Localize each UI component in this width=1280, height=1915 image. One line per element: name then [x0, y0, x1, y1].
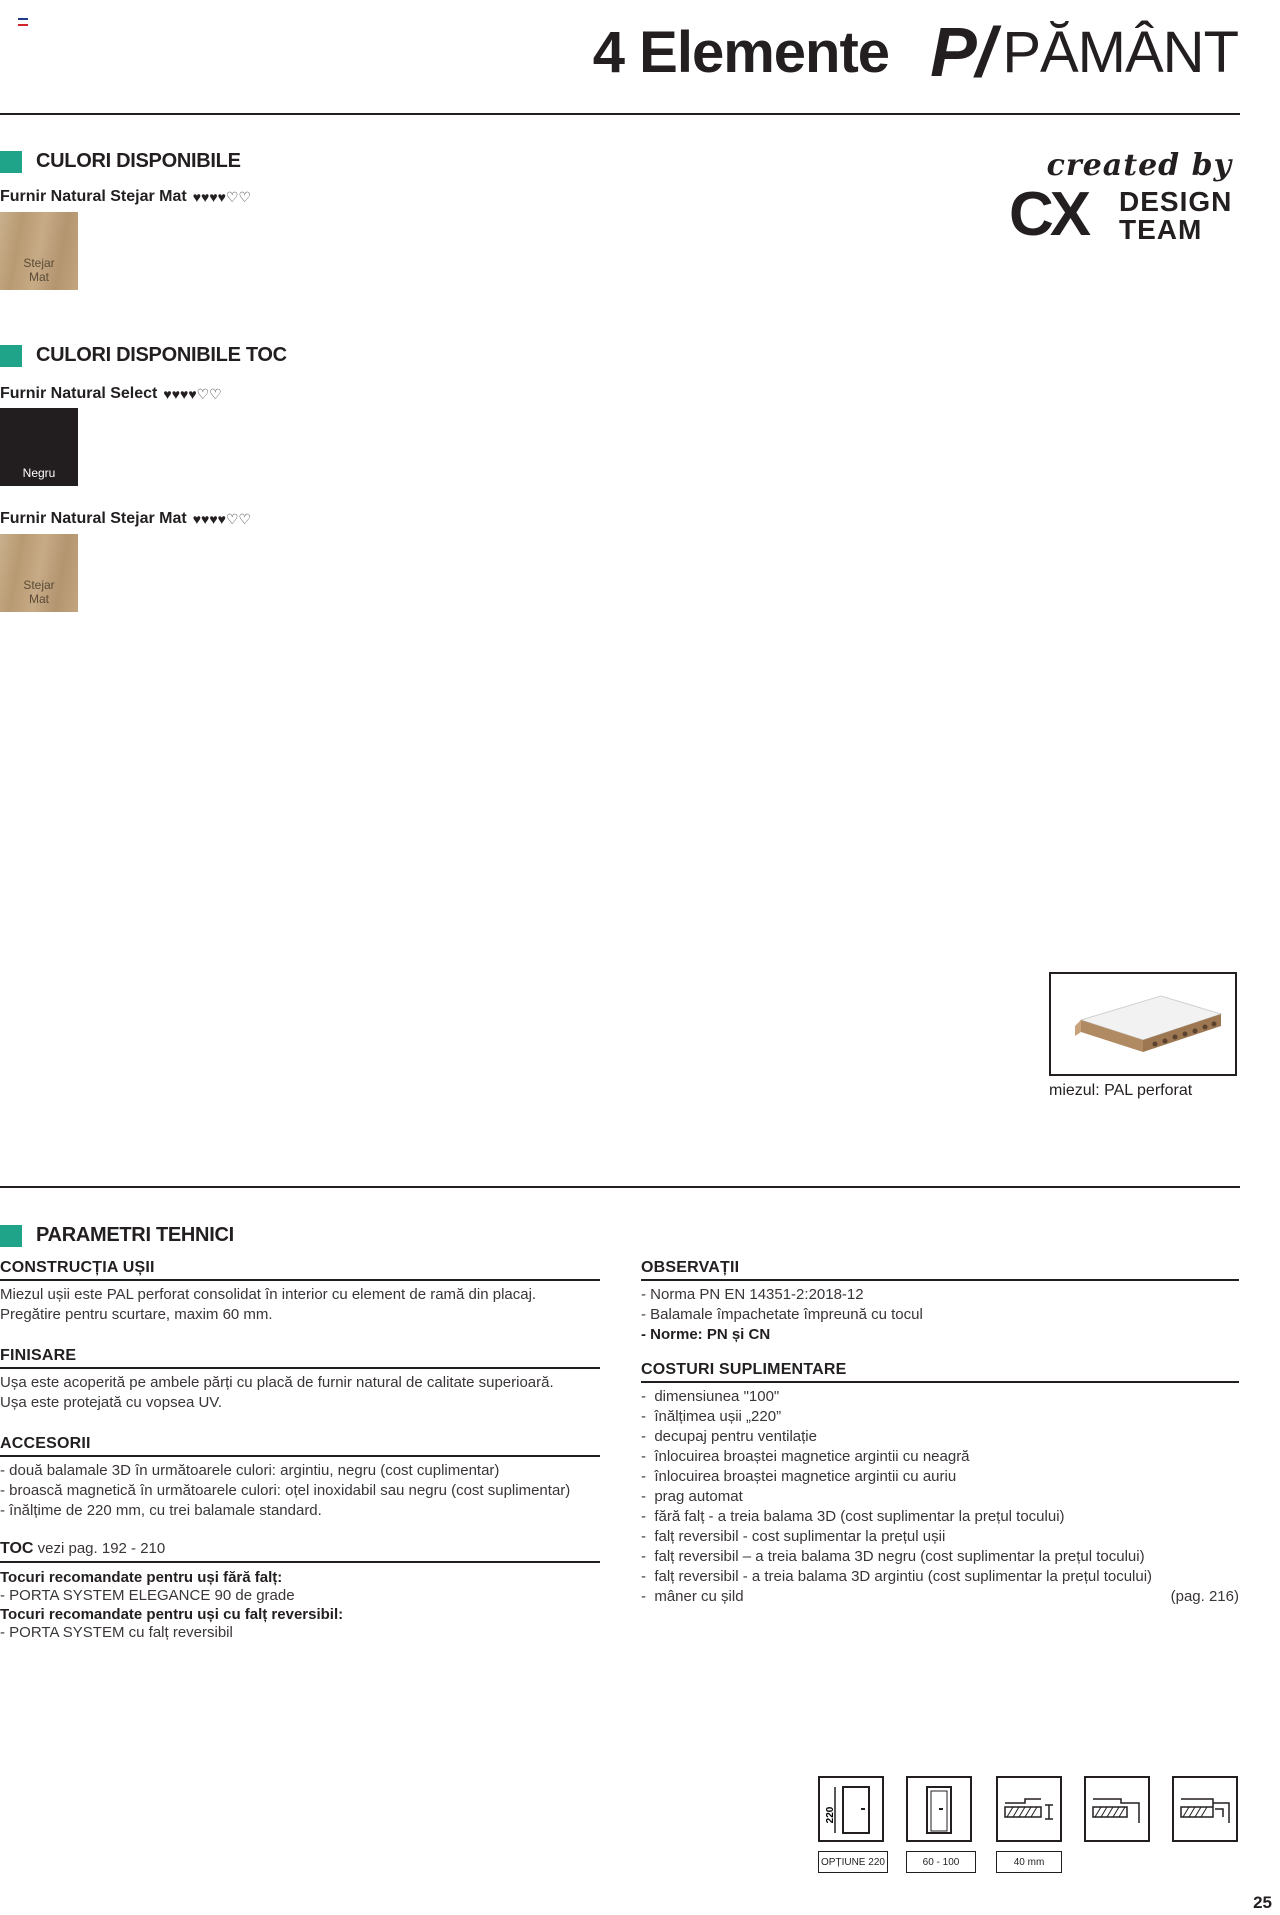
- accessories-text: [0, 1461, 600, 1521]
- construction-heading: CONSTRUCȚIA UȘII: [0, 1259, 600, 1281]
- title-slash: P/: [930, 13, 995, 91]
- cost-item: - dimensiunea "100": [641, 1388, 780, 1405]
- header-rule: [0, 113, 1240, 115]
- cost-item-text: falț reversibil - a treia balama 3D argintiu (cost suplimentar la prețul tocului): [654, 1568, 1153, 1585]
- cost-item-text: înlocuirea broaștei magnetice argintii cu auriu: [654, 1468, 957, 1485]
- logo-script: created by: [1046, 148, 1232, 183]
- rating-hearts-icon: ♥♥♥♥♡♡: [163, 385, 222, 402]
- recommended-frames-1-heading: Tocuri recomandate pentru uși fără falț:: [0, 1569, 283, 1586]
- rating-hearts-icon: ♥♥♥♥♡♡: [192, 510, 252, 527]
- finish-label-select: [0, 385, 222, 403]
- frame-colors-heading-text: CULORI DISPONIBILE TOC: [36, 344, 287, 366]
- extra-costs-heading: COSTURI SUPLIMENTARE: [641, 1361, 1239, 1383]
- no-rebate-icon: [1084, 1776, 1150, 1842]
- construction-line: Miezul ușii este PAL perforat consolidat în interior cu element de ramă din placaj.: [0, 1286, 537, 1303]
- construction-line: Pregătire pentru scurtare, maxim 60 mm.: [0, 1306, 273, 1323]
- swatch-label: Negru: [22, 466, 56, 480]
- height-text: 220: [825, 1806, 836, 1824]
- recommended-frames-1: - PORTA SYSTEM ELEGANCE 90 de grade: [0, 1587, 295, 1604]
- cost-item: - decupaj pentru ventilație: [641, 1428, 817, 1445]
- colors-heading: [0, 150, 241, 173]
- flag-icon: [18, 18, 28, 26]
- section-rule: [0, 1186, 1240, 1188]
- cost-item: - mâner cu șild (pag. 216): [641, 1588, 1239, 1605]
- observation-line: - Balamale împachetate împreună cu tocul: [641, 1306, 923, 1323]
- height-220-icon: [818, 1776, 884, 1842]
- thickness-label: 40 mm: [996, 1851, 1062, 1873]
- title-series: 4 Elemente: [592, 20, 890, 85]
- rating-hearts-icon: ♥♥♥♥♡♡: [192, 188, 252, 205]
- logo-design-team: [1119, 188, 1232, 244]
- finish-label-oak-frame: [0, 510, 251, 528]
- section-marker: [0, 151, 22, 173]
- section-marker: [0, 1225, 22, 1247]
- tech-heading: [0, 1224, 234, 1247]
- accessories-heading: ACCESORII: [0, 1435, 600, 1457]
- accessory-line: - două balamale 3D în următoarele culori: argintiu, negru (cost cuplimentar): [0, 1462, 500, 1479]
- cost-item: - falț reversibil - cost suplimentar la prețul ușii: [641, 1528, 946, 1545]
- observation-line: - Norma PN EN 14351-2:2018-12: [641, 1286, 864, 1303]
- frame-colors-heading: [0, 344, 287, 367]
- cost-item: - înălțimea ușii „220”: [641, 1408, 782, 1425]
- toc-heading: TOC: [0, 1540, 34, 1557]
- door-thickness-icon: [996, 1776, 1062, 1842]
- toc-line: [0, 1539, 600, 1563]
- swatch-label: Stejar Mat: [23, 256, 55, 284]
- cost-item: - înlocuirea broaștei magnetice argintii cu auriu: [641, 1468, 957, 1485]
- swatch-stejar-mat-frame: [0, 534, 78, 612]
- extra-costs-list: [641, 1387, 1239, 1607]
- cost-item-text: prag automat: [654, 1488, 743, 1505]
- reversible-rebate-icon: [1172, 1776, 1238, 1842]
- door-core-image: [1049, 972, 1237, 1076]
- observations-text: [641, 1285, 1239, 1345]
- cost-item-text: falț reversibil - cost suplimentar la prețul ușii: [654, 1528, 946, 1545]
- cost-item-text: înlocuirea broaștei magnetice argintii cu neagră: [654, 1448, 970, 1465]
- logo-line2: TEAM: [1119, 214, 1203, 245]
- cx-design-team-logo: [1009, 148, 1244, 249]
- observation-line: - Norme: PN și CN: [641, 1326, 771, 1343]
- cost-item-text: dimensiunea "100": [654, 1388, 780, 1405]
- cost-item-text: decupaj pentru ventilație: [654, 1428, 817, 1445]
- page-reference: (pag. 216): [1170, 1588, 1239, 1605]
- cost-item: - înlocuirea broaștei magnetice argintii cu neagră: [641, 1448, 970, 1465]
- accessory-line: - înălțime de 220 mm, cu trei balamale standard.: [0, 1502, 322, 1519]
- finish-line: Ușa este protejată cu vopsea UV.: [0, 1394, 223, 1411]
- recommended-frames-2: - PORTA SYSTEM cu falț reversibil: [0, 1624, 233, 1641]
- finish-name: Furnir Natural Select: [0, 385, 158, 402]
- cost-item: - fără falț - a treia balama 3D (cost suplimentar la prețul tocului): [641, 1508, 1065, 1525]
- section-marker: [0, 345, 22, 367]
- page-title: [592, 8, 1238, 91]
- recommended-frames-2-heading: Tocuri recomandate pentru uși cu falț reversibil:: [0, 1606, 344, 1623]
- page-number: 25: [1253, 1893, 1272, 1912]
- cost-item-text: falț reversibil – a treia balama 3D negru (cost suplimentar la prețul tocului): [654, 1548, 1145, 1565]
- cost-item: - prag automat: [641, 1488, 743, 1505]
- cost-item: - falț reversibil – a treia balama 3D negru (cost suplimentar la prețul tocului): [641, 1548, 1145, 1565]
- finish-name: Furnir Natural Stejar Mat: [0, 510, 187, 527]
- door-core-illustration: [1051, 974, 1235, 1074]
- width-range-label: 60 - 100: [906, 1851, 976, 1873]
- construction-text: [0, 1285, 600, 1325]
- colors-heading-text: CULORI DISPONIBILE: [36, 150, 241, 172]
- finish-line: Ușa este acoperită pe ambele părți cu placă de furnir natural de calitate superioară.: [0, 1374, 554, 1391]
- core-caption: miezul: PAL perforat: [1049, 1082, 1193, 1099]
- title-model: PĂMÂNT: [1002, 20, 1238, 85]
- cost-item-text: mâner cu șild: [654, 1588, 744, 1605]
- observations-heading: OBSERVAȚII: [641, 1259, 1239, 1281]
- cost-item-text: fără falț - a treia balama 3D (cost suplimentar la prețul tocului): [654, 1508, 1065, 1525]
- finish-label-oak: [0, 188, 251, 206]
- finish-heading: FINISARE: [0, 1347, 600, 1369]
- finish-name: Furnir Natural Stejar Mat: [0, 188, 187, 205]
- accessory-line: - broască magnetică în următoarele culori: oțel inoxidabil sau negru (cost suplimentar): [0, 1482, 571, 1499]
- swatch-label: Stejar Mat: [23, 578, 55, 606]
- cost-item: - falț reversibil - a treia balama 3D argintiu (cost suplimentar la prețul tocului): [641, 1568, 1153, 1585]
- toc-reference: vezi pag. 192 - 210: [37, 1540, 166, 1557]
- logo-line1: DESIGN: [1119, 186, 1233, 217]
- door-width-icon: [906, 1776, 972, 1842]
- logo-cx: CX: [1009, 180, 1088, 249]
- option-220-label: OPȚIUNE 220: [818, 1851, 888, 1873]
- right-column: [641, 1259, 1239, 1607]
- finish-text: [0, 1373, 600, 1413]
- swatch-stejar-mat: [0, 212, 78, 290]
- left-column: [0, 1259, 600, 1643]
- tech-heading-text: PARAMETRI TEHNICI: [36, 1224, 234, 1246]
- swatch-negru: [0, 408, 78, 486]
- cost-item-text: înălțimea ușii „220”: [654, 1408, 782, 1425]
